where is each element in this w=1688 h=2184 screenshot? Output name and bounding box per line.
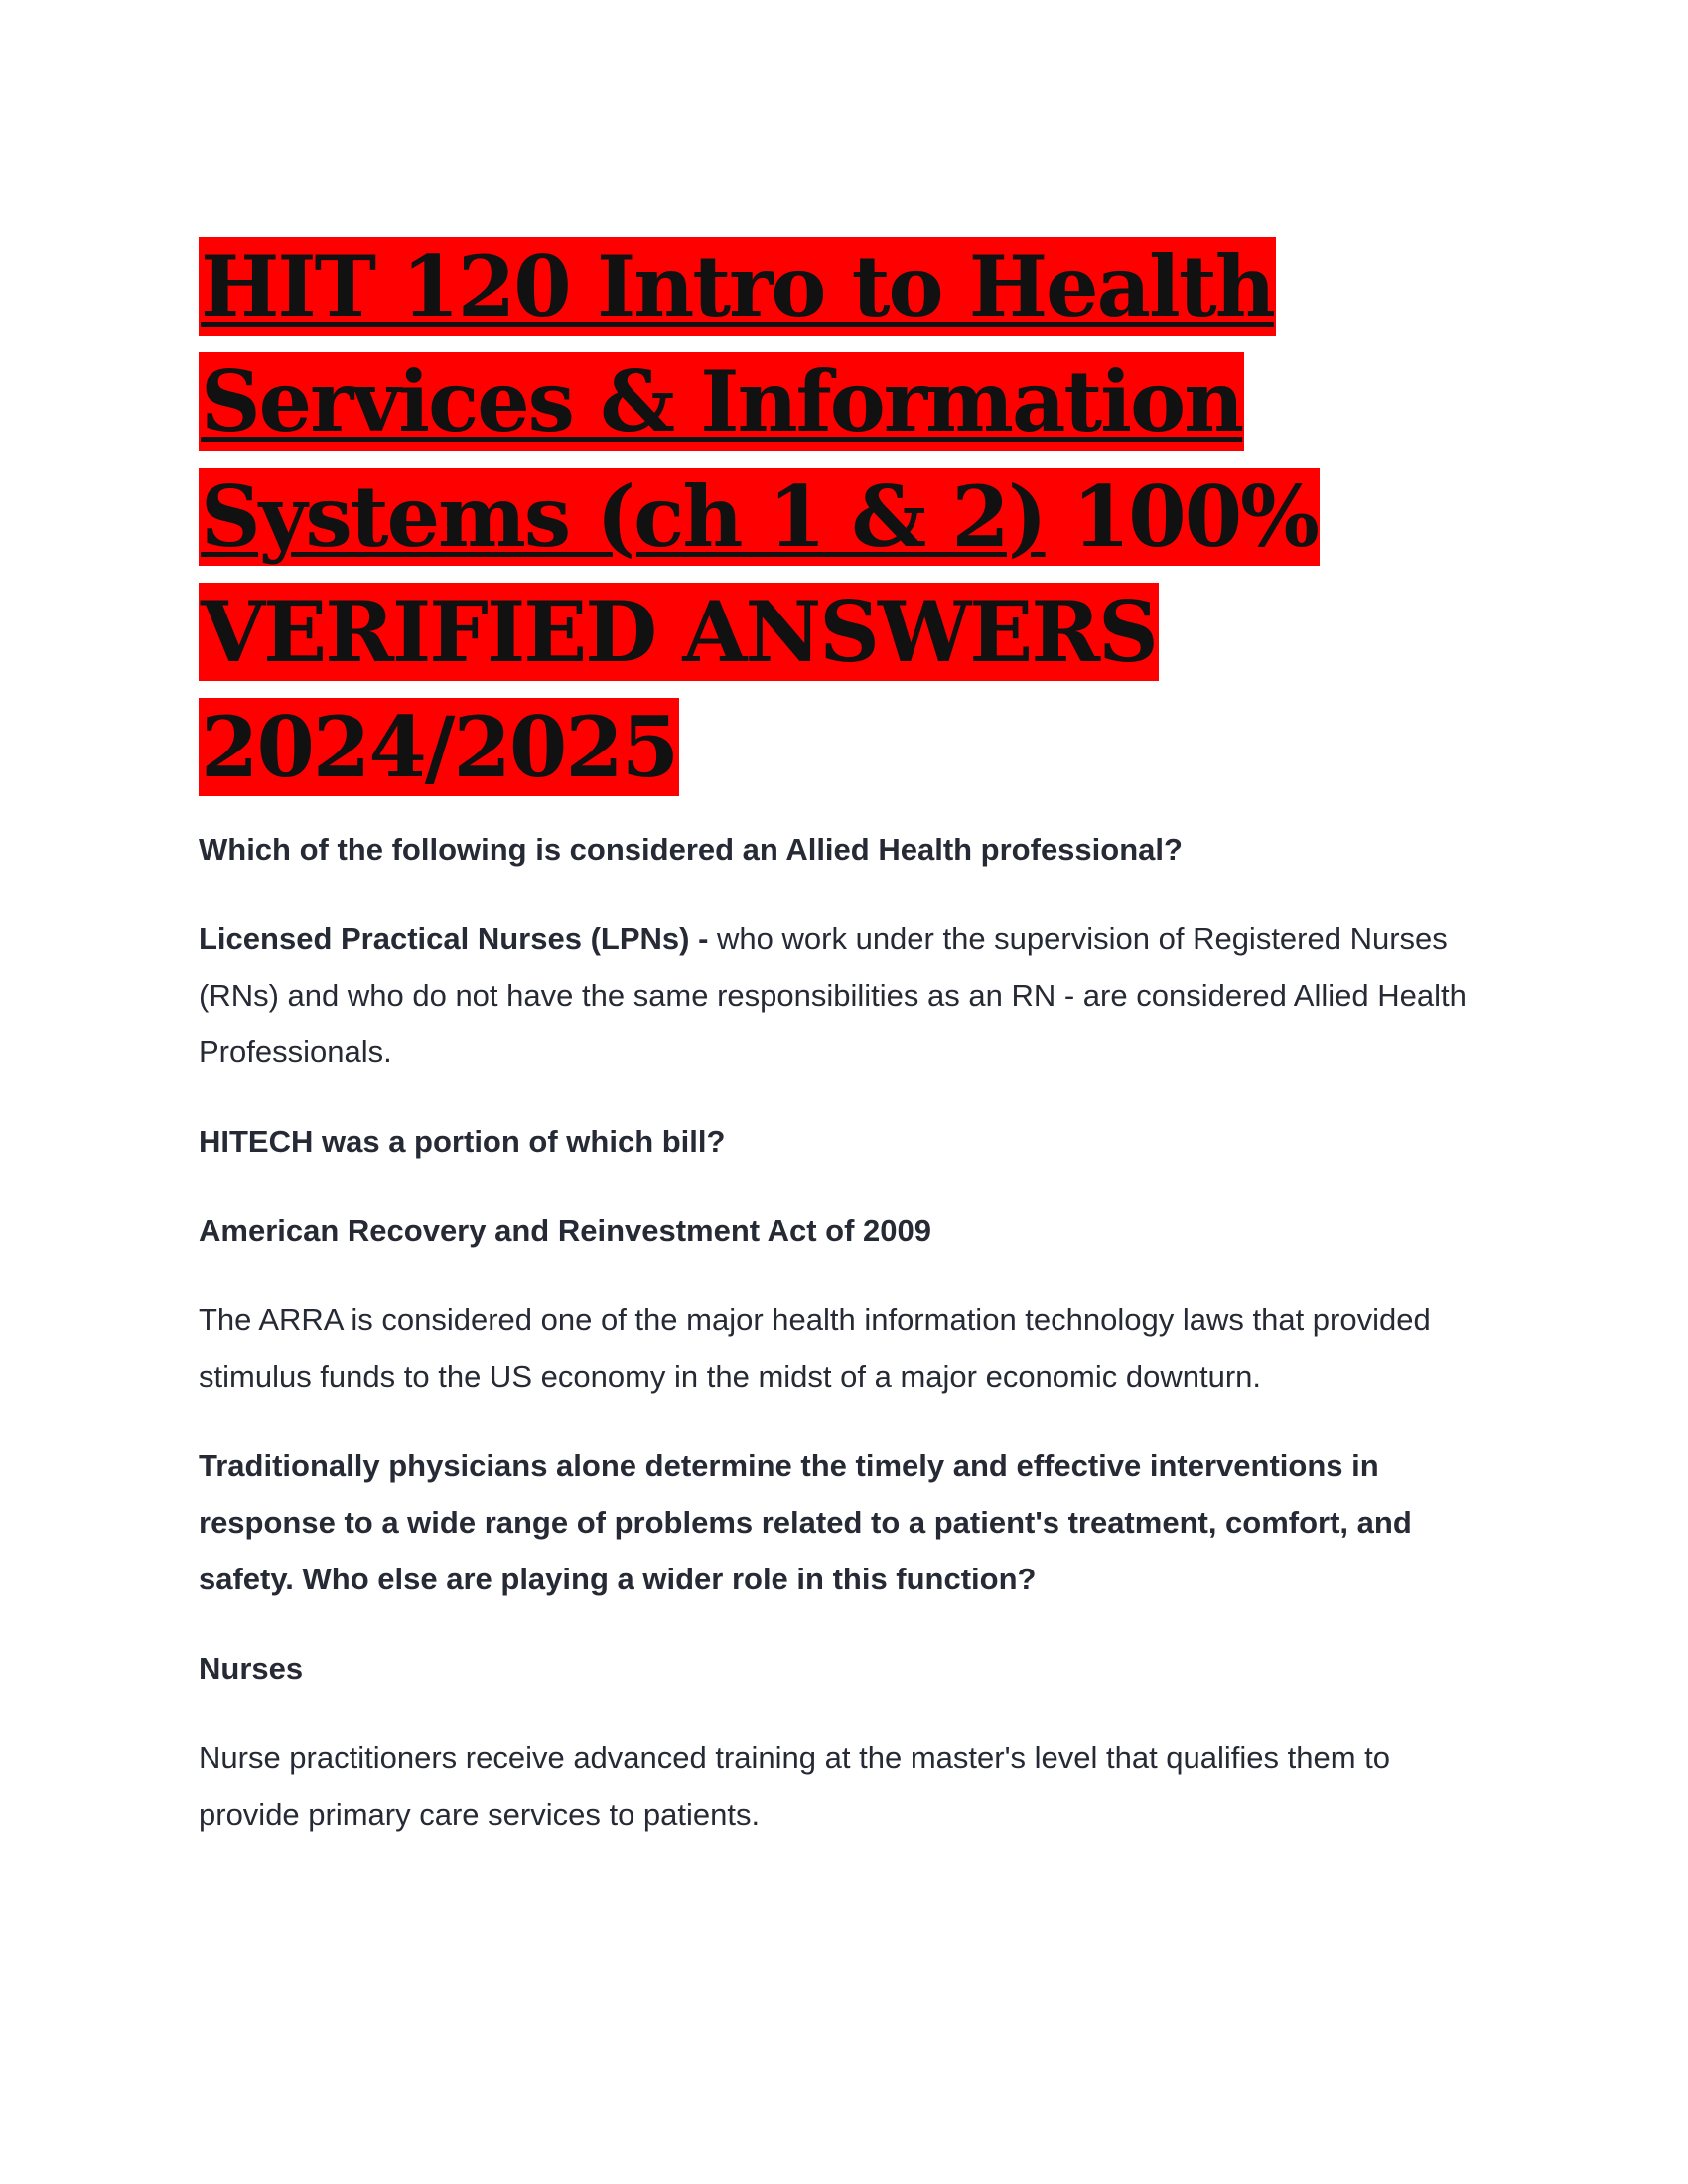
answer-1-text: who work under the supervision of Registered Nurses (RNs) and who do not have the same responsibilities as an RN - are considered Allied Health Professionals. — [199, 921, 1467, 1069]
answer-3: Nurses — [199, 1651, 304, 1686]
answer-1-term: Licensed Practical Nurses (LPNs) - — [199, 921, 709, 956]
question-2: HITECH was a portion of which bill? — [199, 1124, 726, 1159]
explanation-2: The ARRA is considered one of the major health information technology laws that provided stimulus funds to the US economy in the midst of a major economic downturn. — [199, 1302, 1431, 1394]
question-1: Which of the following is considered an Allied Health professional? — [199, 832, 1183, 867]
question-3: Traditionally physicians alone determine the timely and effective interventions in response to a wide range of problems related to a patient's treatment, comfort, and safety. Who else are playing a wider role in this function? — [199, 1448, 1412, 1596]
document-title — [199, 229, 1489, 805]
answer-2: American Recovery and Reinvestment Act of 2009 — [199, 1213, 931, 1248]
title-course-name: HIT 120 Intro to Health Services & Information Systems (ch 1 & 2) — [201, 237, 1274, 566]
document-page — [199, 229, 1489, 1843]
title-highlight — [199, 237, 1320, 796]
explanation-3: Nurse practitioners receive advanced training at the master's level that qualifies them to provide primary care services to patients. — [199, 1740, 1391, 1832]
answer-1 — [199, 910, 1489, 1080]
title-suffix: 100% VERIFIED ANSWERS 2024/2025 — [201, 468, 1318, 796]
